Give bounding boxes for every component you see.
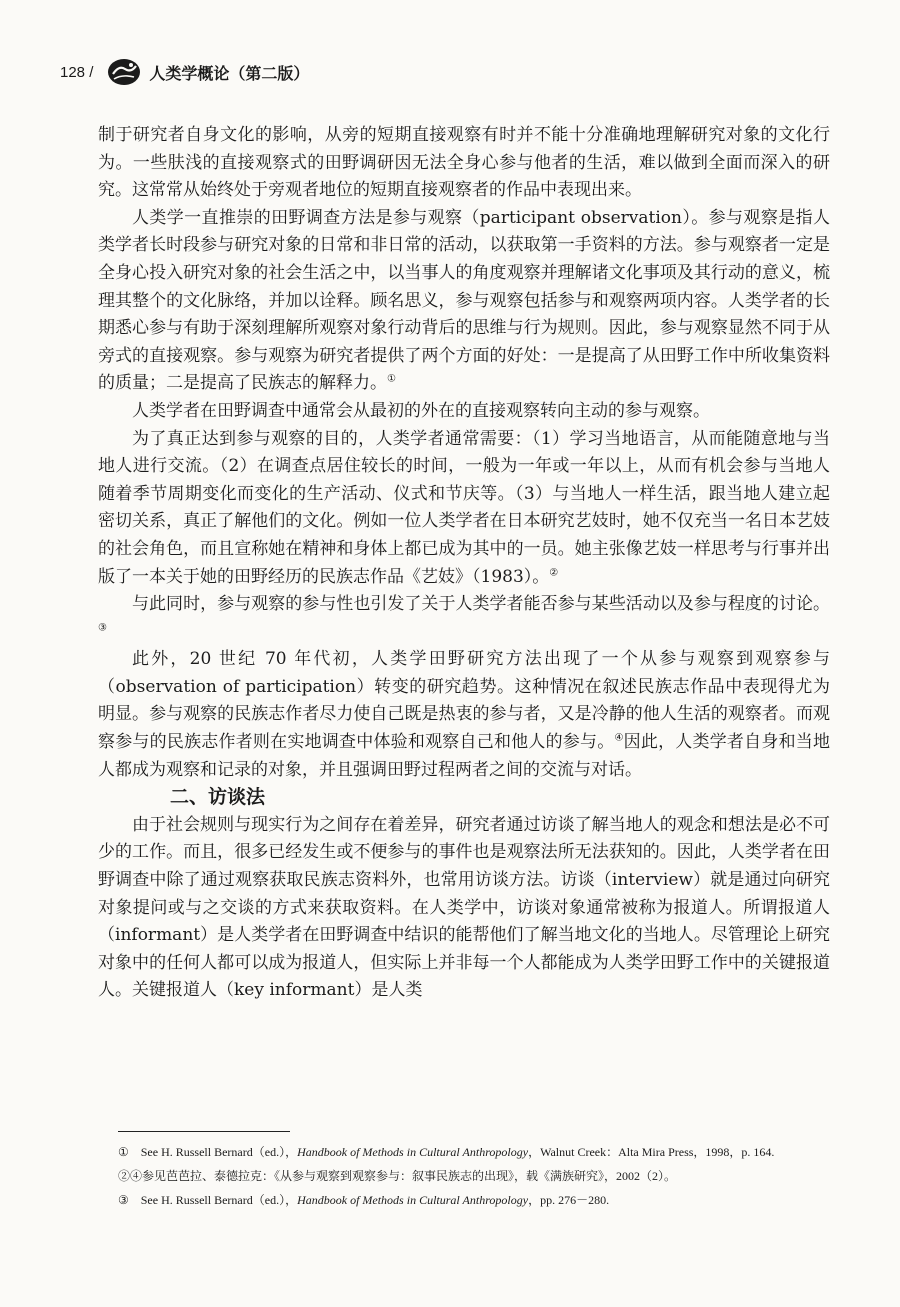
series-logo-icon (107, 57, 141, 87)
paragraph: 与此同时，参与观察的参与性也引发了关于人类学者能否参与某些活动以及参与程度的讨论。③ (98, 594, 830, 634)
main-text (98, 122, 830, 1005)
footnote-1: ① See H. Russell Bernard（ed.），Handbook of Methods in Cultural Anthropology，Walnut Creek：Alta Mira Press，1998，p. 164. (118, 1145, 775, 1159)
paragraph: 人类学一直推崇的田野调查方法是参与观察（participant observation）。参与观察是指人类学者长时段参与研究对象的日常和非日常的活动，以获取第一手资料的方法。参与观察者一定是全身心投入研究对象的社会生活之中，以当事人的角度观察并理解诸文化事项及其行动的意义，梳理其整个的文化脉络，并加以诠释。顾名思义，参与观察包括参与和观察两项内容。人类学者的长期悉心参与有助于深刻理解所观察对象行动背后的思维与行为规则。因此，参与观察显然不同于从旁式的直接观察。参与观察为研究者提供了两个方面的好处：一是提高了从田野工作中所收集资料的质量；二是提高了民族志的解释力。① (98, 207, 830, 394)
page-header (60, 52, 309, 92)
footnote-ref[interactable]: ③ (98, 622, 107, 634)
paragraph: 制于研究者自身文化的影响，从旁的短期直接观察有时并不能十分准确地理解研究对象的文化行为。一些肤浅的直接观察式的田野调研因无法全身心参与他者的生活，难以做到全面而深入的研究。这常常从始终处于旁观者地位的短期直接观察者的作品中表现出来。 (98, 125, 830, 201)
footnote-3: ③ See H. Russell Bernard（ed.），Handbook of Methods in Cultural Anthropology，pp. 276－280. (118, 1193, 610, 1207)
paragraph: 此外，20 世纪 70 年代初，人类学田野研究方法出现了一个从参与观察到观察参与（observation of participation）转变的研究趋势。这种情况在叙述民族志作品中表现得尤为明显。参与观察的民族志作者尽力使自己既是热衷的参与者，又是冷静的他人生活的观察者。而观察参与的民族志作者则在实地调查中体验和观察自己和他人的参与。④因此，人类学者自身和当地人都成为观察和记录的对象，并且强调田野过程两者之间的交流与对话。 (98, 649, 831, 780)
footnote-ref[interactable]: ② (549, 566, 559, 578)
footnote-ref[interactable]: ④ (614, 732, 624, 744)
footnote-2: ②④参见芭芭拉、泰德拉克：《从参与观察到观察参与：叙事民族志的出现》，载《满族研究》，2002（2）。 (118, 1169, 677, 1183)
footnote-divider (118, 1131, 290, 1132)
book-title: 人类学概论（第二版） (149, 63, 310, 83)
paragraph: 人类学者在田野调查中通常会从最初的外在的直接观察转向主动的参与观察。 (132, 400, 710, 421)
paragraph: 为了真正达到参与观察的目的，人类学者通常需要：（1）学习当地语言，从而能随意地与当地人进行交流。（2）在调查点居住较长的时间，一般为一年或一年以上，从而有机会参与当地人随着季节周期变化而变化的生产活动、仪式和节庆等。（3）与当地人一样生活，跟当地人建立起密切关系，真正了解他们的文化。例如一位人类学者在日本研究艺妓时，她不仅充当一名日本艺妓的社会角色，而且宣称她在精神和身体上都已成为其中的一员。她主张像艺妓一样思考与行事并出版了一本关于她的田野经历的民族志作品《艺妓》（1983）。② (98, 428, 830, 587)
page-number: 128 / (60, 63, 94, 81)
footnotes (118, 1142, 838, 1214)
section-title: 二、访谈法 (170, 786, 266, 809)
paragraph: 由于社会规则与现实行为之间存在着差异，研究者通过访谈了解当地人的观念和想法是必不可少的工作。而且，很多已经发生或不便参与的事件也是观察法所无法获知的。因此，人类学者在田野调查中除了通过观察获取民族志资料外，也常用访谈方法。访谈（interview）就是通过向研究对象提问或与之交谈的方式来获取资料。在人类学中，访谈对象通常被称为报道人。所谓报道人（informant）是人类学者在田野调查中结识的能帮他们了解当地文化的当地人。尽管理论上研究对象中的任何人都可以成为报道人，但实际上并非每一个人都能成为人类学田野工作中的关键报道人。关键报道人（key informant）是人类 (98, 814, 830, 1001)
footnote-ref[interactable]: ① (387, 373, 396, 385)
